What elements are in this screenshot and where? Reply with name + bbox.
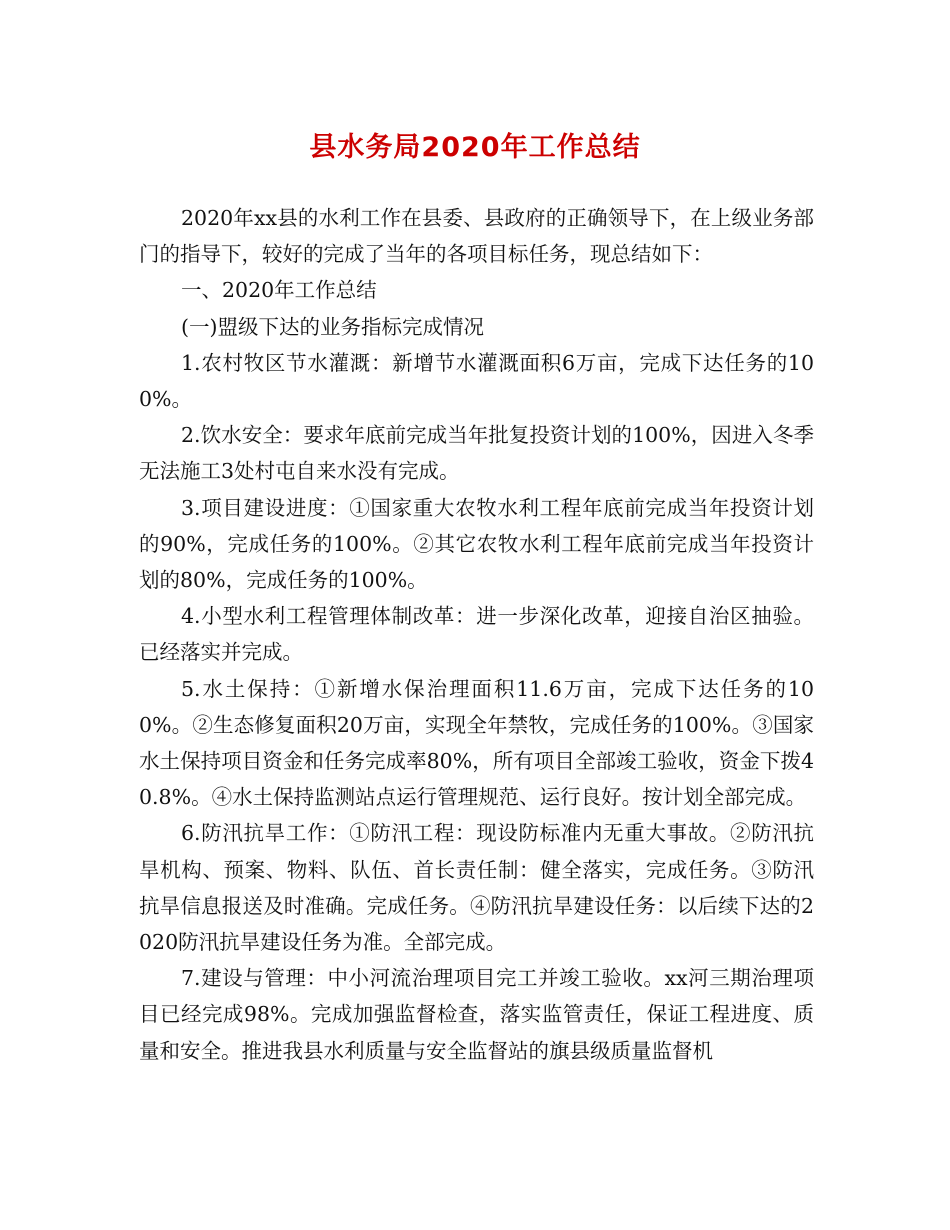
paragraph-item-7: 7.建设与管理：中小河流治理项目完工并竣工验收。xx河三期治理项目已经完成98%。完成加强监督检查，落实监管责任，保证工程进度、质量和安全。推进我县水利质量与安全监督站的旗县级质量监督机 [139, 966, 814, 1063]
paragraph-item-2: 2.饮水安全：要求年底前完成当年批复投资计划的100%，因进入冬季无法施工3处村屯自来水没有完成。 [139, 423, 814, 484]
subsection-heading: (一)盟级下达的业务指标完成情况 [181, 314, 484, 339]
paragraph-item-5: 5.水土保持：①新增水保治理面积11.6万亩，完成下达任务的100%。②生态修复面积20万亩，实现全年禁牧，完成任务的100%。③国家水土保持项目资金和任务完成率80%，所有项目全部竣工验收，资金下拨40.8%。④水土保持监测站点运行管理规范、运行良好。按计划全部完成。 [139, 676, 814, 810]
paragraph-item-3: 3.项目建设进度：①国家重大农牧水利工程年底前完成当年投资计划的90%，完成任务的100%。②其它农牧水利工程年底前完成当年投资计划的80%，完成任务的100%。 [139, 495, 814, 593]
paragraph-item-1: 1.农村牧区节水灌溉：新增节水灌溉面积6万亩，完成下达任务的100%。 [139, 350, 814, 412]
paragraph-intro: 2020年xx县的水利工作在县委、县政府的正确领导下，在上级业务部门的指导下，较好的完成了当年的各项目标任务，现总结如下： [139, 206, 814, 267]
document-title: 县水务局2020年工作总结 [309, 132, 641, 163]
document-body [139, 200, 814, 1069]
paragraph-item-6: 6.防汛抗旱工作：①防汛工程：现设防标准内无重大事故。②防汛抗旱机构、预案、物料、队伍、首长责任制：健全落实，完成任务。③防汛抗旱信息报送及时准确。完成任务。④防汛抗旱建设任务：以后续下达的2020防汛抗旱建设任务为准。全部完成。 [139, 821, 814, 955]
section-heading: 一、2020年工作总结 [181, 278, 377, 303]
paragraph-item-4: 4.小型水利工程管理体制改革：进一步深化改革，迎接自治区抽验。已经落实并完成。 [139, 604, 814, 665]
